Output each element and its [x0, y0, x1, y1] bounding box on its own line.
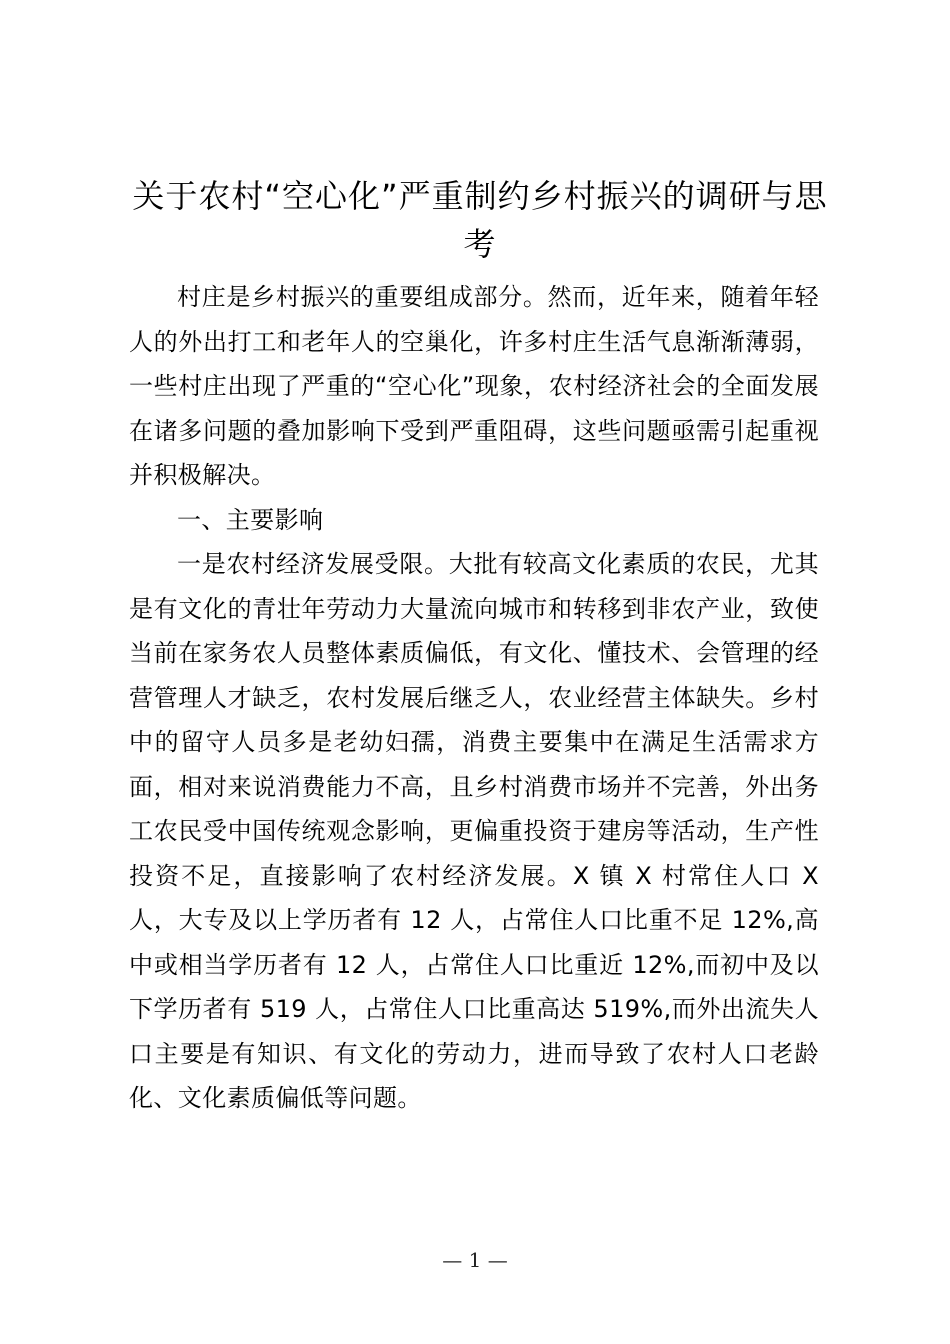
intro-paragraph: 村庄是乡村振兴的重要组成部分。然而，近年来，随着年轻人的外出打工和老年人的空巢化，许多村庄生活气息渐渐薄弱，一些村庄出现了严重的“空心化”现象，农村经济社会的全面发展在诸多问题的叠加影响下受到严重阻碍，这些问题亟需引起重视并积极解决。	[129, 283, 819, 489]
document-title: 关于农村“空心化”严重制约乡村振兴的调研与思考	[132, 177, 828, 263]
page-number: — 1 —	[442, 1248, 508, 1272]
body-paragraph: 一是农村经济发展受限。大批有较高文化素质的农民，尤其是有文化的青壮年劳动力大量流向城市和转移到非农产业，致使当前在家务农人员整体素质偏低，有文化、懂技术、会管理的经营管理人才缺乏，农村发展后继乏人，农业经营主体缺失。乡村中的留守人员多是老幼妇孺，消费主要集中在满足生活需求方面，相对来说消费能力不高，且乡村消费市场并不完善，外出务工农民受中国传统观念影响，更偏重投资于建房等活动，生产性投资不足，直接影响了农村经济发展。X 镇 X 村常住人口 X 人，大专及以上学历者有 12 人，占常住人口比重不足 12%,高中或相当学历者有 12 人，占常住人口比重近 12%,而初中及以下学历者有 519 人，占常住人口比重高达 519%,而外出流失人口主要是有知识、有文化的劳动力，进而导致了农村人口老龄化、文化素质偏低等问题。	[129, 550, 819, 1112]
section-heading: 一、主要影响	[177, 505, 324, 534]
document-body	[129, 275, 819, 1121]
